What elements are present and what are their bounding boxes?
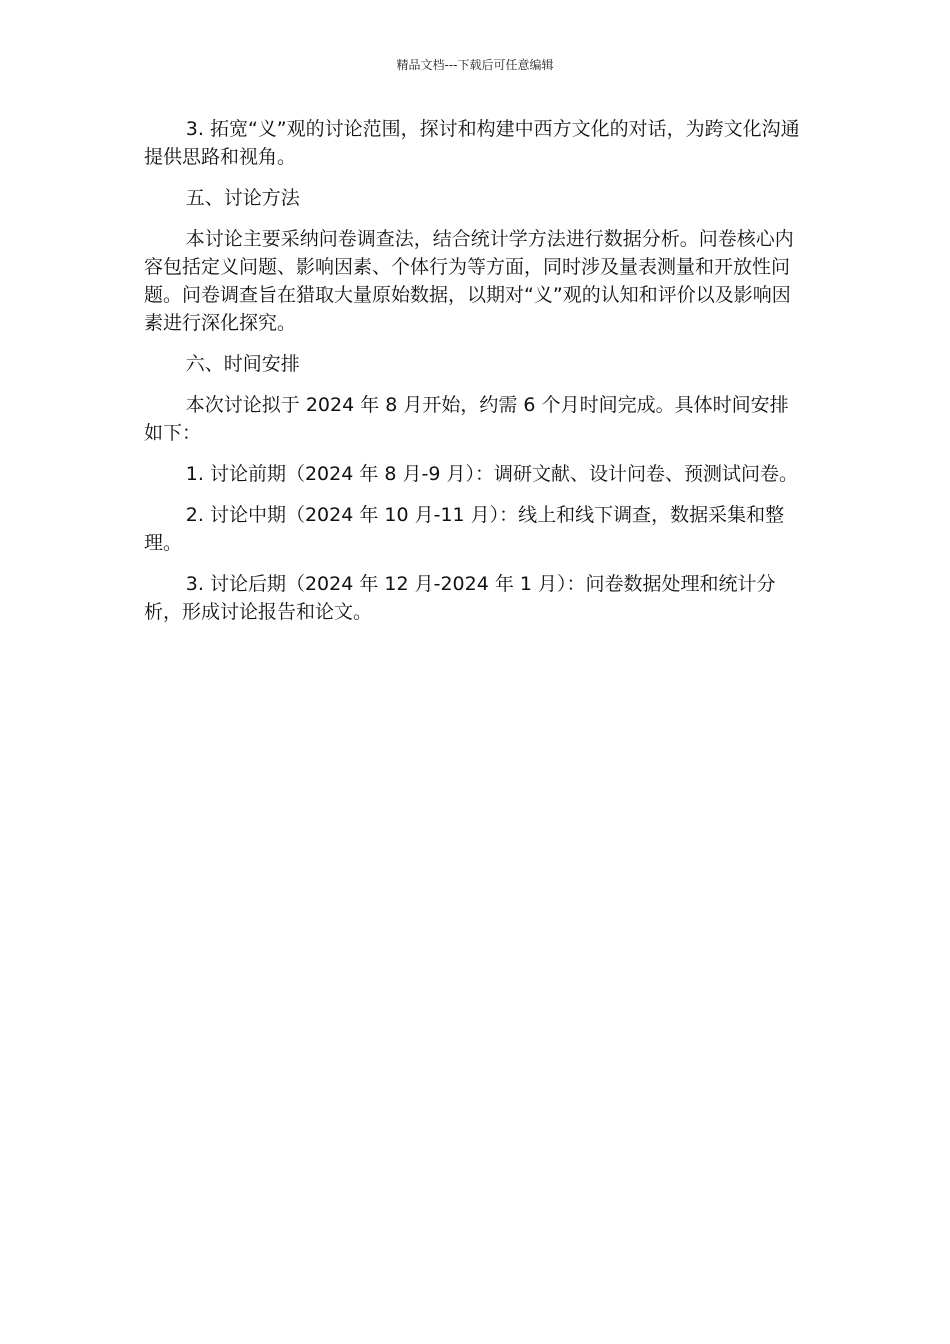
paragraph-goal-3: 3. 拓宽“义”观的讨论范围，探讨和构建中西方文化的对话，为跨文化沟通提供思路和视角。 xyxy=(144,118,800,168)
page-header: 精品文档---下载后可任意编辑 xyxy=(396,58,554,72)
schedule-item-2: 2. 讨论中期（2024 年 10 月-11 月）：线上和线下调查，数据采集和整理。 xyxy=(144,504,785,554)
paragraph-schedule-intro: 本次讨论拟于 2024 年 8 月开始，约需 6 个月时间完成。具体时间安排如下： xyxy=(144,394,789,444)
schedule-item-1: 1. 讨论前期（2024 年 8 月-9 月）：调研文献、设计问卷、预测试问卷。 xyxy=(185,463,799,485)
paragraph-method: 本讨论主要采纳问卷调查法，结合统计学方法进行数据分析。问卷核心内容包括定义问题、影响因素、个体行为等方面，同时涉及量表测量和开放性问题。问卷调查旨在猎取大量原始数据，以期对“义”观的认知和评价以及影响因素进行深化探究。 xyxy=(144,228,794,334)
section-heading-schedule: 六、时间安排 xyxy=(185,353,300,375)
section-heading-method: 五、讨论方法 xyxy=(185,187,300,209)
document-body xyxy=(144,115,806,639)
schedule-item-3: 3. 讨论后期（2024 年 12 月-2024 年 1 月）：问卷数据处理和统计分析，形成讨论报告和论文。 xyxy=(144,573,776,623)
